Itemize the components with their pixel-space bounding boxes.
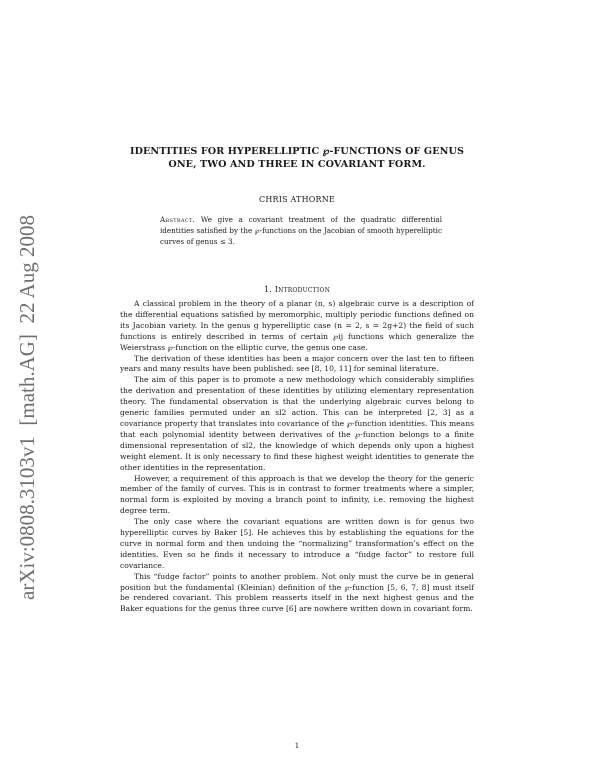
paragraph: The only case where the covariant equations are written down is for genus two hyperelliptic curves by Baker [5]. He achieves this by establishing the equations for the curve in normal form and then undoing the “normalizing” transformation’s effect on the identities. Even so he finds it necessary to introduce a “fudge factor” to restore full covariance.	[120, 517, 474, 570]
title-line-2: ONE, TWO AND THREE IN COVARIANT FORM.	[168, 159, 426, 170]
section-heading	[120, 285, 474, 294]
paragraph: The derivation of these identities has been a major concern over the last ten to fifteen years and many results have been published: see [8, 10, 11] for seminal literature.	[120, 353, 474, 374]
abstract-label: Abstract.	[160, 215, 196, 224]
paragraph: This “fudge factor” points to another problem. Not only must the curve be in general position but the fundamental (Kleinian) definition of the ℘-function [5, 6, 7, 8] must itself be rendered covariant. This problem reasserts itself in the next highest genus and the Baker equations for the genus three curve [6] are nowhere written down in covariant form.	[120, 571, 474, 614]
paper-title	[120, 145, 474, 171]
abstract-text: We give a covariant treatment of the quadratic differential identities satisfied by the ℘-functions on the Jacobian of smooth hyperelliptic curves of genus ≤ 3.	[160, 215, 442, 246]
paragraph: However, a requirement of this approach is that we develop the theory for the generic member of the family of curves. This is in contrast to former treatments where a simpler, normal form is exploited by moving a branch point to infinity, i.e. removing the highest degree term.	[120, 473, 474, 516]
body-text	[120, 299, 474, 615]
author-name: CHRIS ATHORNE	[259, 195, 335, 204]
abstract	[160, 214, 442, 247]
page-number: 1	[294, 742, 300, 750]
paragraph: A classical problem in the theory of a planar (n, s) algebraic curve is a description of the differential equations satisfied by meromorphic, multiply periodic functions defined on its Jacobian variety. In the genus g hyperelliptic case (n = 2, s = 2g+2) the field of such functions is entirely described in terms of certain ℘ij functions which generalize the Weierstrass ℘-function on the elliptic curve, the genus one case.	[120, 299, 474, 352]
section-title: Introduction	[274, 285, 331, 294]
arxiv-identifier-stamp	[6, 170, 46, 600]
paragraph: The aim of this paper is to promote a new methodology which considerably simplifies the derivation and presentation of these identities by utilizing elementary representation theory. The fundamental observation is that the underlying algebraic curves belong to generic families permuted under an sl2 action. This can be interpreted [2, 3] as a covariance property that translates into covariance of the ℘-function identities. This means that each polynomial identity between derivatives of the ℘-function belongs to a finite dimensional representation of sl2, the knowledge of which depends only upon a highest weight element. It is only necessary to find these highest weight identities to generate the other identities in the representation.	[120, 375, 474, 472]
arxiv-identifier-text: arXiv:0808.3103v1 [math.AG] 22 Aug 2008	[15, 215, 39, 600]
section-number: 1.	[263, 285, 273, 294]
title-line-1: IDENTITIES FOR HYPERELLIPTIC ℘-FUNCTIONS OF GENUS	[130, 146, 464, 157]
arxiv-identifier-svg	[6, 170, 46, 600]
